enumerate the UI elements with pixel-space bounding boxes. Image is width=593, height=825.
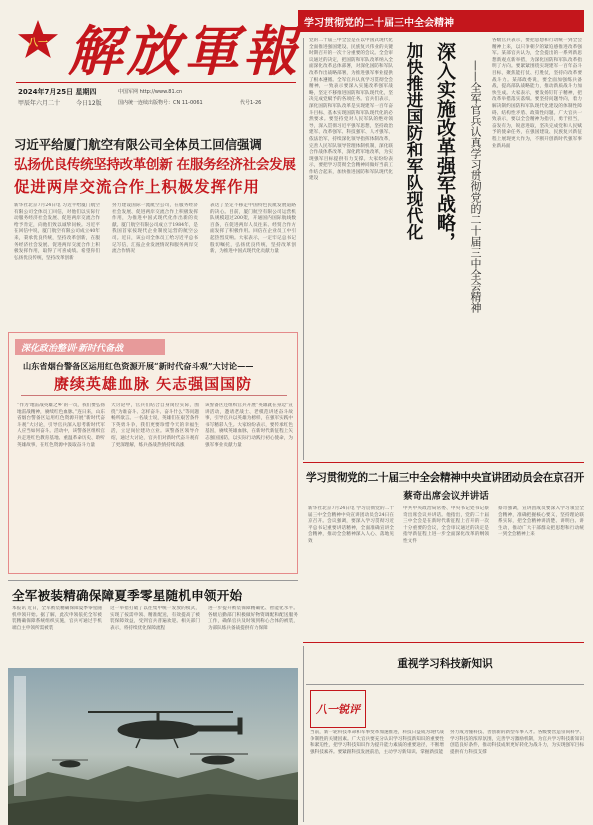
title-char: 放	[126, 18, 177, 83]
plenum-headline: 学习贯彻党的二十届三中全会精神中央宣讲团动员会在京召开	[306, 472, 584, 484]
commentary-line-1: 深入实施改革强军战略，	[434, 42, 456, 251]
commentary-body-right: 各级官兵表示，要把思想和行动统一到全会精神上来，以只争朝夕的紧迫感推进改革强军。某部官兵认为，全会提出的一系列新思想新观点新举措，为深化国防和军队改革指明了方向。要紧紧围绕实现建军一百年奋斗目标，聚焦能打仗、打胜仗，坚持向改革要战斗力。某部政委说，要全面加强练兵备战，提高部队战略能力，推动新质战斗力加快生成。大家表示，要发扬钉钉子精神，把改革举措落实落细。要坚持问题导向，着力解决制约国防和军队现代化建设的体制性障碍、结构性矛盾、政策性问题。广大官兵一致表示，要以全会精神为指引，勇于担当，奋发有为，锐意进取，坚决完成党和人民赋予的使命任务，在强国建设、民族复兴新征程上展现更大作为，不断开创新时代强军事业新局面	[492, 38, 582, 149]
tech-tag: 八一锐评	[316, 703, 360, 716]
lead-line-2: 弘扬优良传统坚持改革创新 在服务经济社会发展	[14, 157, 296, 173]
masthead	[10, 14, 295, 114]
lunar-date: 甲辰年六月二十	[18, 100, 61, 107]
plenum-body: 新华社北京7月24日电 学习贯彻党的二十届三中全会精神中央宣讲团动员会24日在京召开。会议强调，要深入学习贯彻习近平总书记重要讲话精神，全面准确宣讲全会精神，推动全会精神深入人心、落地见效 中共中央政治局常委、中央书记处书记蔡奇出席会议并讲话。他指出，党的二十届三中全会是在新时代新征程上召开的一次十分重要的会议，全会审议通过的决定是指导新征程上进一步全面深化改革的纲领性文件 蔡奇强调，宣讲团成员要深入学习领会全会精神，准确把握核心要义，坚持理论联系实际，把全会精神讲清楚、讲明白、讲生动，推动广大干部群众把思想和行动统一到全会精神上来	[308, 506, 584, 544]
photo-caption	[14, 676, 26, 796]
website: 中国军网 http://www.81.cn	[118, 89, 183, 95]
lead-line-1: 习近平给厦门航空有限公司全体员工回信强调	[14, 137, 262, 152]
summer-body: 本报讯 近日，全军被装精确保障夏季零星随机申领开始。据了解，此次申领依托全军被装精确保障系统组织实施，官兵可通过手机端自主申领所需被装 这一举措打破了以往集中统一发放的模式，实现了按需申领、精准配送，有效提高了被装保障效益，受到官兵普遍欢迎。相关部门表示，将持续优化保障流程 进一步提升被装保障精确化、智能化水平。各级后勤部门积极做好物资调配和配送服务工作，确保官兵及时领到称心合体的被装，为部队练兵备战提供有力保障	[12, 606, 298, 631]
issue-date: 2024年7月25日 星期四	[18, 88, 97, 96]
helicopter-photo	[8, 668, 298, 825]
postal-code: 代号1-26	[240, 100, 262, 106]
plenum-subtitle: 蔡奇出席会议并讲话	[403, 491, 489, 502]
lead-body: 新华社北京7月24日电 习近平给厦门航空有限公司全体员工回信，对他们以实际行动服务经济社会发展、促进两岸交流合作给予肯定，向他们致以诚挚问候。习近平在回信中说，厦门航空有限公司成立40年来，秉承优良传统，坚持改革创新，在服务经济社会发展、促进两岸交流合作上积极发挥作用，取得了可喜成绩。希望你们弘扬优良传统，坚持改革创新 努力建设国际一流航空公司，在服务经济社会发展、促进两岸交流合作上积极发挥作用，为推进中国式现代化作出新的贡献。厦门航空有限公司成立于1984年，是我国首家按现代企业制度运营的航空公司。近日，该公司全体员工给习近平总书记写信，汇报企业发展情况和服务两岸交流合作情况 表达了坚定不移走中国特色民航发展道路的决心。目前，厦门航空有限公司运营机队规模超过200架，开通国内国际航线数百条，在促进两岸人员往来、经贸合作方面发挥了积极作用。回信在企业员工中引起热烈反响。大家表示，一定牢记总书记殷切嘱托，弘扬优良传统，坚持改革创新，为推进中国式现代化贡献力量	[14, 203, 296, 261]
title-char: 解	[68, 18, 118, 83]
publication-number: 国内统一连续出版物号：CN 11-0061	[118, 100, 203, 106]
tech-headline: 重视学习科技新知识	[397, 658, 493, 670]
commentary-headline	[396, 42, 462, 452]
tech-tag-box	[310, 690, 366, 728]
feature-box: 深化政治整训·新时代备战 山东省烟台警备区运用红色资源开展“新时代奋斗观”大讨论—— 赓续英雄血脉 矢志强国国防 “作为‘地雷战英雄之乡’的一员，我们要弘扬地雷战精神，赓续红色血脉。”连日来，山东省烟台警备区运用红色资源开展“新时代奋斗观”大讨论，引导官兵深入思考新时代军人应当如何奋斗。活动中，该警备区组织官兵走进红色教育基地、重温革命历史、聆听英雄故事，在红色资源中汲取奋斗力量 大讨论中，官兵们结合自身岗位实际，围绕“为谁奋斗、怎样奋斗、奋斗什么”等问题畅所欲言。一名战士说，英雄们在艰苦条件下英勇斗争，我们更要珍惜今天的幸福生活，立足岗位建功立业。该警备区领导介绍，通过大讨论，官兵们对新时代奋斗观有了更深理解，练兵备战热情持续高涨 该警备区还组织官兵开展“英雄就在身边”宣讲活动，邀请老战士、老模范讲述奋斗故事，引导官兵以英雄为榜样，在强军实践中书写精彩人生。大家纷纷表示，要传承红色基因，赓续英雄血脉，在新时代新征程上矢志强国国防，以实际行动践行初心使命，为强军事业贡献力量	[8, 332, 298, 574]
feature-title: 赓续英雄血脉 矢志强国国防	[53, 375, 253, 393]
commentary-body-left: 党的二十届三中全会是在以中国式现代化全面推进强国建设、民族复兴伟业的关键时期召开的一次十分重要的会议。全会审议通过的决定，把国防和军队改革纳入全面深化改革总体部署，对深化国防和军队改革作出战略部署，为推进强军事业提供了根本遵循。全军官兵认真学习贯彻全会精神，一致表示要深入实施改革强军战略，坚定不移推进国防和军队现代化，坚决完成党赋予的各项任务。官兵们表示，深化国防和军队改革是实现建军一百年奋斗目标、基本实现国防和军队现代化的必然要求。要坚持党对人民军队的绝对领导，深入贯彻习近平强军思想，坚持政治建军、改革强军、科技强军、人才强军、依法治军，持续深化领导指挥体制改革，完善人民军队领导管理体制机制，深化联合作战体系改革，深化跨军地改革，为实现强军目标提供有力支撑。大家纷纷表示，要把学习贯彻全会精神同做好当前工作结合起来，加快推进国防和军队现代化建设	[309, 38, 393, 182]
feature-tag: 深化政治整训·新时代备战	[15, 339, 165, 355]
feature-kicker: 山东省烟台警备区运用红色资源开展“新时代奋斗观”大讨论——	[23, 361, 254, 371]
page-count: 今日12版	[76, 100, 102, 107]
masthead-title	[68, 14, 293, 83]
title-char: 報	[242, 18, 293, 83]
lead-line-3: 促进两岸交流合作上积极发挥作用	[14, 178, 260, 196]
banner-text: 学习贯彻党的二十届三中全会精神	[304, 18, 454, 29]
title-char: 軍	[184, 18, 235, 83]
tech-body: 当前，新一轮科技革命和军事变革加速推进，科技日益成为现代战争制胜的关键因素。广大官兵要充分认识学习科技新知识的重要性和紧迫性，把学习科技知识作为提升能力素质的重要途径，不断增强科技素养。要紧跟科技发展前沿，主动学习新知识、掌握新技能 努力成为懂科技、善创新的新型军事人才。各级要营造崇尚科学、学习科技的浓厚氛围，完善学习激励机制，为官兵学习科技新知识创造良好条件，推动科技成果更好转化为战斗力，为实现强军目标提供有力科技支撑	[310, 730, 584, 755]
commentary-subtitle: ——全军官兵认真学习贯彻党的二十届三中全会精神	[469, 60, 482, 313]
lead-headline	[14, 136, 294, 198]
army-star-logo	[16, 18, 60, 62]
commentary-line-2: 加快推进国防和军队现代化	[404, 42, 423, 240]
top-banner	[298, 10, 584, 32]
summer-headline: 全军被装精确保障夏季零星随机申领开始	[12, 588, 243, 603]
svg-text:八一: 八一	[28, 38, 48, 49]
